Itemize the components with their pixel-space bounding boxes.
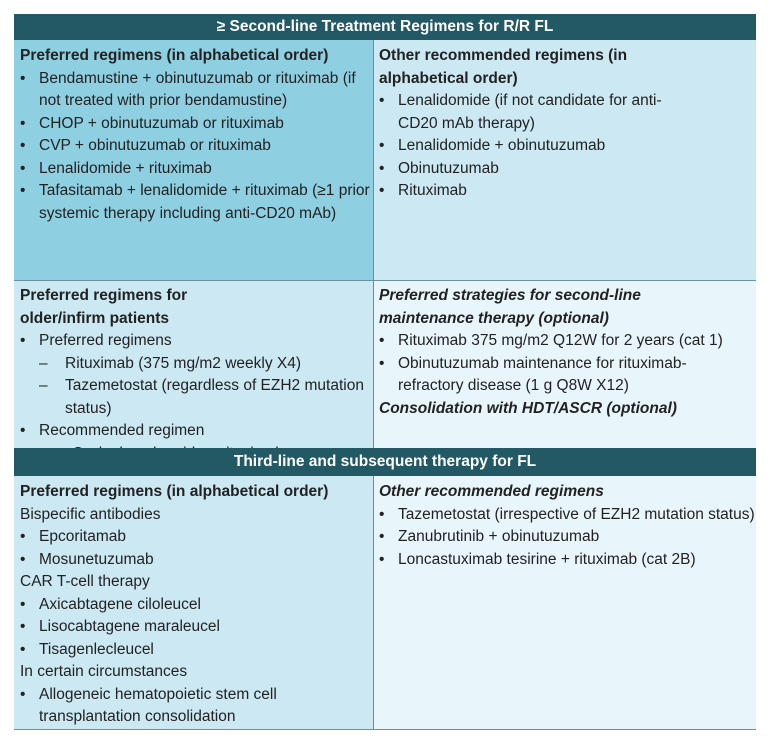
- list-item: • Bendamustine + obinutuzumab or rituximab (if not treated with prior bendamustine): [20, 68, 373, 113]
- older-infirm-heading: Preferred regimens for older/infirm patients: [20, 287, 188, 327]
- third-line-preferred-cell: [14, 476, 373, 730]
- other-regimens-heading: Other recommended regimens (in alphabetical order): [379, 47, 628, 87]
- list-item: • Lenalidomide (if not candidate for anti-CD20 mAb therapy): [379, 90, 678, 135]
- list-item: • Preferred regimens: [20, 330, 373, 353]
- column-divider: [373, 40, 374, 448]
- preferred-regimens-heading: Preferred regimens (in alphabetical order): [20, 47, 329, 64]
- third-line-other-heading: Other recommended regimens: [379, 483, 604, 500]
- preferred-regimens-cell: [14, 40, 373, 280]
- list-item: • Mosunetuzumab: [20, 549, 373, 572]
- list-subitem: – Tazemetostat (regardless of EZH2 mutation status): [20, 375, 373, 420]
- list-item: • Loncastuximab tesirine + rituximab (cat 2B): [379, 549, 756, 572]
- car-t-list: [20, 594, 373, 662]
- list-item: • Rituximab: [379, 180, 756, 203]
- group-label: CAR T-cell therapy: [20, 573, 150, 590]
- regimen-table: [14, 14, 756, 730]
- column-divider: [373, 476, 374, 730]
- group-label: In certain circumstances: [20, 663, 188, 680]
- section2-header: Third-line and subsequent therapy for FL: [14, 448, 756, 476]
- older-infirm-cell: [14, 280, 373, 448]
- third-line-preferred-heading: Preferred regimens (in alphabetical order): [20, 483, 329, 500]
- third-line-other-cell: [373, 476, 756, 730]
- list-item: • Obinutuzumab: [379, 158, 756, 181]
- list-subitem: – Rituximab (375 mg/m2 weekly X4): [20, 353, 373, 376]
- list-item: • CVP + obinutuzumab or rituximab: [20, 135, 373, 158]
- list-item: • Recommended regimen: [20, 420, 373, 443]
- maintenance-heading: Preferred strategies for second-line maintenance therapy (optional): [379, 287, 641, 327]
- list-item: • Lenalidomide + obinutuzumab: [379, 135, 756, 158]
- consolidation-note: Consolidation with HDT/ASCR (optional): [379, 399, 677, 417]
- section1-header: ≥ Second-line Treatment Regimens for R/R FL: [14, 14, 756, 40]
- list-item: • CHOP + obinutuzumab or rituximab: [20, 113, 373, 136]
- other-regimens-list: [379, 90, 756, 203]
- older-infirm-list: [20, 330, 373, 465]
- third-line-other-list: [379, 504, 756, 572]
- maintenance-list: [379, 330, 756, 398]
- certain-circumstances-list: [20, 684, 373, 729]
- list-item: • Allogeneic hematopoietic stem cell transplantation consolidation: [20, 684, 339, 729]
- list-item: • Lisocabtagene maraleucel: [20, 616, 373, 639]
- preferred-regimens-list: [20, 68, 373, 226]
- list-item: • Obinutuzumab maintenance for rituximab-refractory disease (1 g Q8W X12): [379, 353, 738, 398]
- list-item: • Tisagenlecleucel: [20, 639, 373, 662]
- list-item: • Axicabtagene ciloleucel: [20, 594, 373, 617]
- list-item: • Epcoritamab: [20, 526, 373, 549]
- table-bottom-border: [14, 729, 756, 730]
- maintenance-cell: [373, 280, 756, 448]
- other-regimens-cell: [373, 40, 756, 280]
- bispecific-list: [20, 526, 373, 571]
- row-divider: [14, 280, 756, 281]
- list-item: • Tafasitamab + lenalidomide + rituximab (≥1 prior systemic therapy including anti-CD20 mAb): [20, 180, 373, 225]
- list-item: • Rituximab 375 mg/m2 Q12W for 2 years (cat 1): [379, 330, 756, 353]
- list-item: • Lenalidomide + rituximab: [20, 158, 373, 181]
- list-item: • Zanubrutinib + obinutuzumab: [379, 526, 756, 549]
- group-label: Bispecific antibodies: [20, 505, 161, 523]
- list-item: • Tazemetostat (irrespective of EZH2 mutation status): [379, 504, 758, 527]
